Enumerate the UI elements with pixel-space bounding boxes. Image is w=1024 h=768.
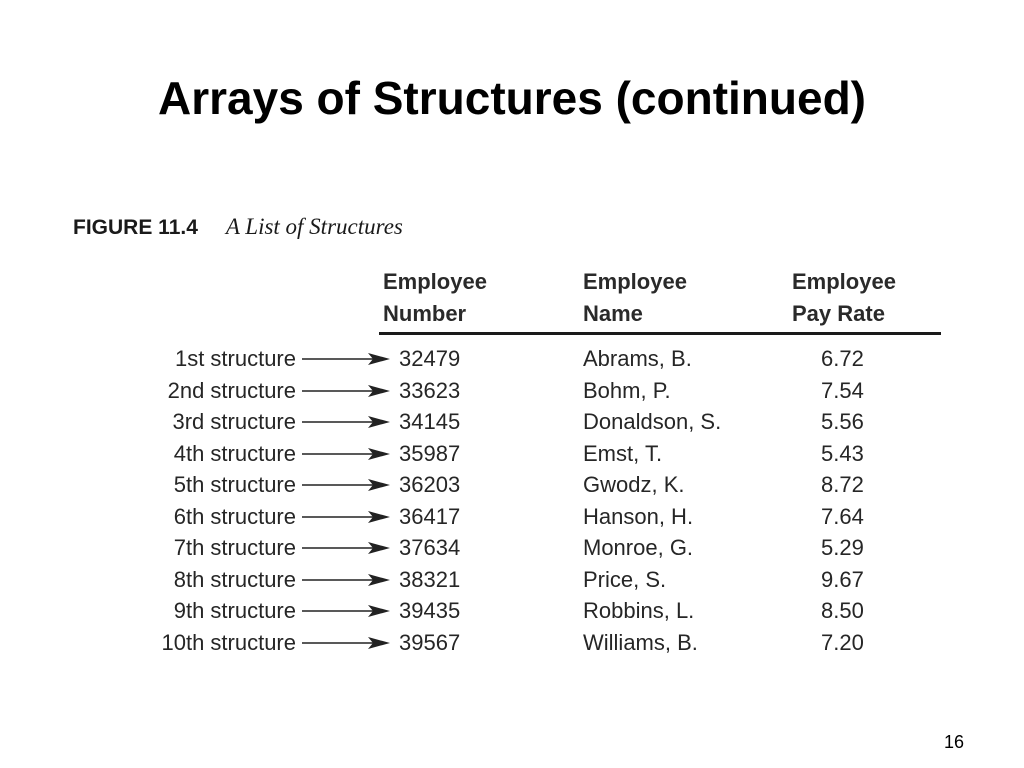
table-row: [0, 532, 1024, 564]
employee-number: 32479: [399, 346, 461, 371]
structure-label: 4th structure: [173, 440, 296, 466]
employee-name: Emst, T.: [583, 440, 663, 466]
figure-label: FIGURE 11.4: [73, 216, 198, 239]
employee-number: 36203: [399, 472, 461, 497]
column-header-employee-number: [383, 266, 487, 330]
arrow-right-icon: [302, 447, 390, 461]
employee-number: 38321: [399, 566, 461, 592]
page-number: 16: [943, 732, 964, 752]
column-header-line: Employee: [383, 269, 487, 294]
table-row: [0, 343, 1024, 375]
arrow-right-icon: [302, 573, 390, 587]
table-row: [0, 438, 1024, 470]
employee-pay-rate: 9.67: [821, 566, 864, 592]
arrow-right-icon: [302, 604, 390, 618]
employee-number: 37634: [399, 535, 461, 560]
employee-number: 35987: [399, 440, 461, 466]
employee-name: Abrams, B.: [583, 346, 692, 371]
employee-pay-rate: 6.72: [821, 346, 864, 371]
employee-pay-rate: 5.56: [821, 409, 864, 434]
employee-name: Robbins, L.: [583, 598, 695, 623]
employee-pay-rate: 5.29: [821, 535, 864, 560]
column-header-employee-name: [583, 266, 687, 330]
table-row: [0, 564, 1024, 596]
column-header-line: Pay Rate: [792, 301, 885, 326]
arrow-right-icon: [302, 541, 390, 555]
employee-pay-rate: 7.64: [821, 503, 864, 529]
column-header-line: Name: [583, 301, 643, 326]
structure-label: 10th structure: [161, 629, 296, 655]
arrow-right-icon: [302, 510, 390, 524]
employee-number: 39435: [399, 598, 461, 623]
employee-name: Price, S.: [583, 566, 667, 592]
arrow-right-icon: [302, 478, 390, 492]
employee-number: 36417: [399, 503, 461, 529]
structure-label: 5th structure: [173, 472, 296, 497]
employee-number: 39567: [399, 629, 461, 655]
employee-pay-rate: 7.54: [821, 377, 864, 403]
employee-name: Gwodz, K.: [583, 472, 685, 497]
arrow-right-icon: [302, 352, 390, 366]
structure-table: [0, 343, 1024, 658]
structure-label: 9th structure: [173, 598, 296, 623]
figure-title: A List of Structures: [225, 214, 403, 239]
structure-label: 8th structure: [173, 566, 296, 592]
arrow-right-icon: [302, 415, 390, 429]
structure-label: 1st structure: [174, 346, 296, 371]
table-row: [0, 406, 1024, 438]
employee-name: Donaldson, S.: [583, 409, 722, 434]
employee-pay-rate: 5.43: [821, 440, 864, 466]
table-row: [0, 595, 1024, 627]
column-header-line: Employee: [583, 269, 687, 294]
employee-pay-rate: 8.50: [821, 598, 864, 623]
employee-name: Williams, B.: [583, 629, 698, 655]
employee-name: Hanson, H.: [583, 503, 694, 529]
arrow-right-icon: [302, 636, 390, 650]
structure-label: 7th structure: [173, 535, 296, 560]
figure-caption: [73, 210, 403, 244]
employee-number: 33623: [399, 377, 461, 403]
employee-pay-rate: 7.20: [821, 629, 864, 655]
structure-label: 6th structure: [173, 503, 296, 529]
employee-name: Monroe, G.: [583, 535, 694, 560]
column-header-line: Employee: [792, 269, 896, 294]
table-row: [0, 627, 1024, 659]
employee-number: 34145: [399, 409, 461, 434]
table-row: [0, 469, 1024, 501]
column-header-line: Number: [383, 301, 467, 326]
table-row: [0, 375, 1024, 407]
employee-pay-rate: 8.72: [821, 472, 864, 497]
structure-label: 3rd structure: [172, 409, 296, 434]
table-row: [0, 501, 1024, 533]
column-header-employee-pay-rate: [792, 266, 896, 330]
slide-title: Arrays of Structures (continued): [158, 72, 866, 124]
arrow-right-icon: [302, 384, 390, 398]
employee-name: Bohm, P.: [583, 377, 671, 403]
header-divider: [379, 332, 941, 335]
structure-label: 2nd structure: [167, 377, 296, 403]
